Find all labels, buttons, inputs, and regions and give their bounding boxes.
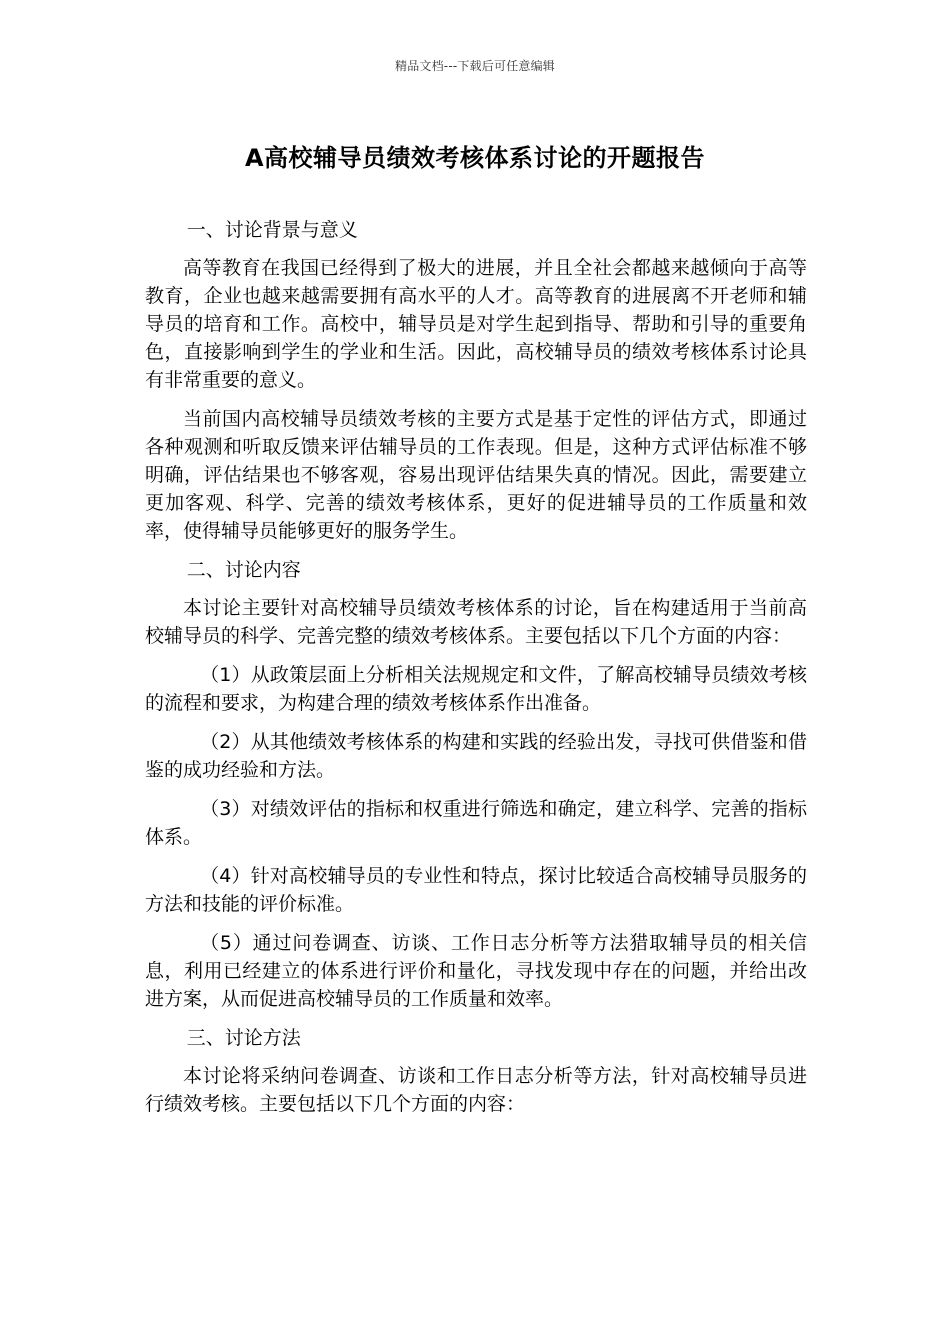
paragraph-content-intro: 本讨论主要针对高校辅导员绩效考核体系的讨论，旨在构建适用于当前高校辅导员的科学、完善完整的绩效考核体系。主要包括以下几个方面的内容： [145,597,807,647]
section-heading-content: 二、讨论内容 [186,559,301,581]
header-note: 精品文档---下载后可任意编辑 [395,59,555,73]
section-heading-method: 三、讨论方法 [186,1027,301,1049]
section-heading-background: 一、讨论背景与意义 [186,219,358,241]
paragraph-method-1: 本讨论将采纳问卷调查、访谈和工作日志分析等方法，针对高校辅导员进行绩效考核。主要包括以下几个方面的内容： [145,1065,807,1115]
paragraph-background-1: 高等教育在我国已经得到了极大的进展，并且全社会都越来越倾向于高等教育，企业也越来越需要拥有高水平的人才。高等教育的进展离不开老师和辅导员的培育和工作。高校中，辅导员是对学生起到指导、帮助和引导的重要角色，直接影响到学生的学业和生活。因此，高校辅导员的绩效考核体系讨论具有非常重要的意义。 [145,257,807,391]
document-title: A高校辅导员绩效考核体系讨论的开题报告 [244,144,706,172]
paragraph-background-2: 当前国内高校辅导员绩效考核的主要方式是基于定性的评估方式，即通过各种观测和听取反馈来评估辅导员的工作表现。但是，这种方式评估标准不够明确，评估结果也不够客观，容易出现评估结果失真的情况。因此，需要建立更加客观、科学、完善的绩效考核体系，更好的促进辅导员的工作质量和效率，使得辅导员能够更好的服务学生。 [145,408,807,542]
list-item: （1）从政策层面上分析相关法规规定和文件，了解高校辅导员绩效考核的流程和要求，为构建合理的绩效考核体系作出准备。 [145,664,807,714]
list-item: （4）针对高校辅导员的专业性和特点，探讨比较适合高校辅导员服务的方法和技能的评价标准。 [145,865,807,915]
list-item: （3）对绩效评估的指标和权重进行筛选和确定，建立科学、完善的指标体系。 [145,798,807,848]
document-body [145,216,807,1129]
list-item: （2）从其他绩效考核体系的构建和实践的经验出发，寻找可供借鉴和借鉴的成功经验和方法。 [145,731,807,781]
list-item: （5）通过问卷调查、访谈、工作日志分析等方法猎取辅导员的相关信息，利用已经建立的体系进行评价和量化，寻找发现中存在的问题，并给出改进方案，从而促进高校辅导员的工作质量和效率。 [145,932,807,1010]
